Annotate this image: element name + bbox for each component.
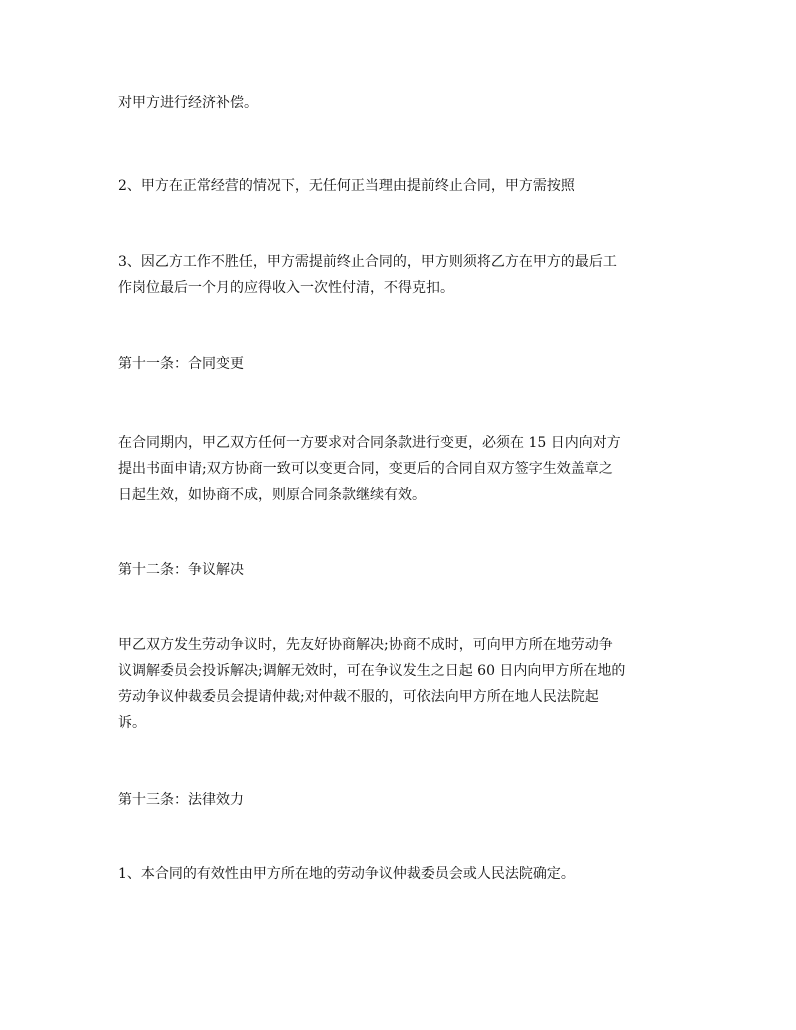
clause-item-2	[118, 173, 684, 199]
text-line: 提出书面申请;双方协商一致可以变更合同，变更后的合同自双方签字生效盖章之	[118, 461, 613, 477]
text-line: 日起生效，如协商不成，则原合同条款继续有效。	[118, 487, 426, 503]
article-12-heading	[118, 557, 684, 583]
text-line: 在合同期内，甲乙双方任何一方要求对合同条款进行变更，必须在 15 日内向对方	[118, 435, 621, 451]
text-line: 第十三条：法律效力	[118, 792, 244, 808]
text-line: 第十一条：合同变更	[118, 356, 244, 372]
text-line: 议调解委员会投诉解决;调解无效时，可在争议发生之日起 60 日内向甲方所在地的	[118, 663, 626, 679]
paragraph-compensation-end	[118, 90, 684, 116]
article-12-body	[118, 632, 684, 736]
text-line: 第十二条：争议解决	[118, 562, 244, 578]
article-13-item-1	[118, 861, 684, 887]
article-11-heading	[118, 351, 684, 377]
text-line: 1、本合同的有效性由甲方所在地的劳动争议仲裁委员会或人民法院确定。	[118, 866, 575, 882]
clause-item-3	[118, 249, 684, 301]
text-line: 劳动争议仲裁委员会提请仲裁;对仲裁不服的，可依法向甲方所在地人民法院起	[118, 689, 599, 705]
text-line: 3、因乙方工作不胜任，甲方需提前终止合同的，甲方则须将乙方在甲方的最后工	[118, 254, 617, 270]
text-line: 作岗位最后一个月的应得收入一次性付清，不得克扣。	[118, 280, 454, 296]
article-11-body	[118, 430, 684, 508]
text-line: 2、甲方在正常经营的情况下，无任何正当理由提前终止合同，甲方需按照	[118, 178, 575, 194]
article-13-heading	[118, 787, 684, 813]
text-line: 对甲方进行经济补偿。	[118, 95, 258, 111]
text-line: 甲乙双方发生劳动争议时，先友好协商解决;协商不成时，可向甲方所在地劳动争	[118, 637, 613, 653]
text-line: 诉。	[118, 715, 146, 731]
